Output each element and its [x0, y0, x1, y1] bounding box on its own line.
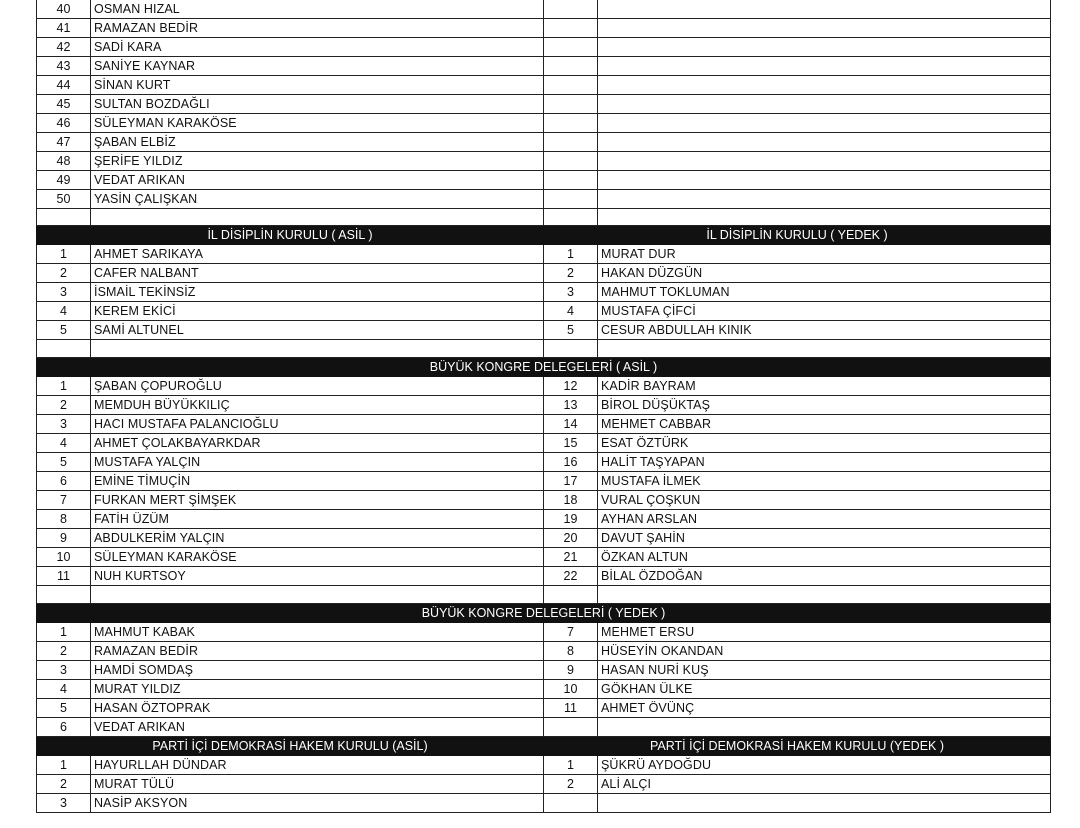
empty-cell: [598, 340, 1051, 358]
empty-cell: [598, 209, 1051, 226]
table-row: [37, 434, 1051, 453]
table-row: [37, 548, 1051, 567]
right-number: 8: [544, 642, 598, 661]
left-number: 7: [37, 491, 91, 510]
member-name: SÜLEYMAN KARAKÖSE: [91, 114, 544, 133]
left-number: 6: [37, 718, 91, 737]
left-name: CAFER NALBANT: [91, 264, 544, 283]
left-number: 3: [37, 415, 91, 434]
table-row: [37, 321, 1051, 340]
hakem-kurulu-header: [37, 737, 1051, 756]
right-name: VURAL ÇOŞKUN: [598, 491, 1051, 510]
member-name: SİNAN KURT: [91, 76, 544, 95]
left-name: HAMDİ SOMDAŞ: [91, 661, 544, 680]
empty-cell: [598, 171, 1051, 190]
right-name: [598, 794, 1051, 813]
member-name: VEDAT ARIKAN: [91, 171, 544, 190]
table-row: [37, 190, 1051, 209]
right-name: MEHMET ERSU: [598, 623, 1051, 642]
right-name: GÖKHAN ÜLKE: [598, 680, 1051, 699]
left-number: 2: [37, 775, 91, 794]
right-number: 21: [544, 548, 598, 567]
il-disiplin-header: [37, 226, 1051, 245]
empty-cell: [544, 76, 598, 95]
left-name: MURAT TÜLÜ: [91, 775, 544, 794]
left-number: 2: [37, 264, 91, 283]
right-name: CESUR ABDULLAH KINIK: [598, 321, 1051, 340]
right-name: MAHMUT TOKLUMAN: [598, 283, 1051, 302]
empty-cell: [91, 209, 544, 226]
right-name: MUSTAFA ÇİFCİ: [598, 302, 1051, 321]
left-number: 9: [37, 529, 91, 548]
section-title-right: İL DİSİPLİN KURULU ( YEDEK ): [544, 226, 1051, 245]
right-name: ESAT ÖZTÜRK: [598, 434, 1051, 453]
right-number: 16: [544, 453, 598, 472]
member-name: YASİN ÇALIŞKAN: [91, 190, 544, 209]
left-number: 4: [37, 434, 91, 453]
left-number: 6: [37, 472, 91, 491]
member-number: 49: [37, 171, 91, 190]
empty-cell: [37, 340, 91, 358]
section-title-left: İL DİSİPLİN KURULU ( ASİL ): [37, 226, 544, 245]
table-row: [37, 152, 1051, 171]
empty-cell: [598, 586, 1051, 604]
table-row: [37, 756, 1051, 775]
table-row: [37, 491, 1051, 510]
table-row: [37, 680, 1051, 699]
right-number: 19: [544, 510, 598, 529]
left-name: HAYURLLAH DÜNDAR: [91, 756, 544, 775]
section-title-left: PARTİ İÇİ DEMOKRASİ HAKEM KURULU (ASİL): [37, 737, 544, 756]
empty-cell: [544, 340, 598, 358]
left-name: EMİNE TİMUÇİN: [91, 472, 544, 491]
empty-cell: [544, 171, 598, 190]
right-number: 1: [544, 756, 598, 775]
left-number: 1: [37, 623, 91, 642]
right-number: 12: [544, 377, 598, 396]
empty-cell: [598, 76, 1051, 95]
member-name: ŞERİFE YILDIZ: [91, 152, 544, 171]
left-number: 5: [37, 699, 91, 718]
member-number: 45: [37, 95, 91, 114]
right-name: HALİT TAŞYAPAN: [598, 453, 1051, 472]
empty-cell: [544, 209, 598, 226]
right-name: MURAT DUR: [598, 245, 1051, 264]
member-number: 50: [37, 190, 91, 209]
empty-cell: [544, 0, 598, 19]
member-name: ŞABAN ELBİZ: [91, 133, 544, 152]
table-row: [37, 38, 1051, 57]
empty-cell: [91, 586, 544, 604]
table-row: [37, 567, 1051, 586]
left-name: MURAT YILDIZ: [91, 680, 544, 699]
table-row: [37, 623, 1051, 642]
table-row: [37, 775, 1051, 794]
right-number: 1: [544, 245, 598, 264]
empty-cell: [544, 133, 598, 152]
empty-cell: [598, 38, 1051, 57]
right-number: 14: [544, 415, 598, 434]
left-name: FATİH ÜZÜM: [91, 510, 544, 529]
left-number: 1: [37, 756, 91, 775]
table-row: [37, 699, 1051, 718]
right-number: 4: [544, 302, 598, 321]
empty-cell: [544, 57, 598, 76]
left-name: HASAN ÖZTOPRAK: [91, 699, 544, 718]
empty-cell: [544, 586, 598, 604]
left-name: MEMDUH BÜYÜKKILIÇ: [91, 396, 544, 415]
left-number: 3: [37, 661, 91, 680]
empty-cell: [598, 19, 1051, 38]
left-name: VEDAT ARIKAN: [91, 718, 544, 737]
left-number: 8: [37, 510, 91, 529]
right-number: 13: [544, 396, 598, 415]
left-name: ŞABAN ÇOPUROĞLU: [91, 377, 544, 396]
left-name: MUSTAFA YALÇIN: [91, 453, 544, 472]
left-number: 5: [37, 321, 91, 340]
right-name: MEHMET CABBAR: [598, 415, 1051, 434]
table-row: [37, 264, 1051, 283]
blank-row: [37, 586, 1051, 604]
left-number: 4: [37, 302, 91, 321]
right-name: HAKAN DÜZGÜN: [598, 264, 1051, 283]
member-number: 43: [37, 57, 91, 76]
left-name: NUH KURTSOY: [91, 567, 544, 586]
left-number: 2: [37, 396, 91, 415]
empty-cell: [598, 133, 1051, 152]
empty-cell: [598, 152, 1051, 171]
table-body: [37, 0, 1051, 813]
delegate-table: [36, 0, 1051, 813]
empty-cell: [37, 209, 91, 226]
table-row: [37, 794, 1051, 813]
left-name: İSMAİL TEKİNSİZ: [91, 283, 544, 302]
left-name: HACI MUSTAFA PALANCIOĞLU: [91, 415, 544, 434]
member-number: 46: [37, 114, 91, 133]
table-row: [37, 95, 1051, 114]
right-number: 2: [544, 775, 598, 794]
table-row: [37, 661, 1051, 680]
left-number: 4: [37, 680, 91, 699]
member-number: 47: [37, 133, 91, 152]
section-title: BÜYÜK KONGRE DELEGELERİ ( YEDEK ): [37, 604, 1051, 623]
right-number: 11: [544, 699, 598, 718]
right-name: MUSTAFA İLMEK: [598, 472, 1051, 491]
right-number: 22: [544, 567, 598, 586]
right-name: ŞÜKRÜ AYDOĞDU: [598, 756, 1051, 775]
buyuk-kongre-yedek-header: [37, 604, 1051, 623]
table-row: [37, 19, 1051, 38]
table-row: [37, 283, 1051, 302]
table-row: [37, 453, 1051, 472]
right-name: ÖZKAN ALTUN: [598, 548, 1051, 567]
table-row: [37, 642, 1051, 661]
right-number: 7: [544, 623, 598, 642]
right-number: 5: [544, 321, 598, 340]
blank-row: [37, 209, 1051, 226]
right-number: 10: [544, 680, 598, 699]
member-number: 48: [37, 152, 91, 171]
right-number: 20: [544, 529, 598, 548]
left-number: 3: [37, 283, 91, 302]
empty-cell: [91, 340, 544, 358]
member-number: 42: [37, 38, 91, 57]
member-name: SADİ KARA: [91, 38, 544, 57]
member-name: RAMAZAN BEDİR: [91, 19, 544, 38]
left-name: ABDULKERİM YALÇIN: [91, 529, 544, 548]
section-title-right: PARTİ İÇİ DEMOKRASİ HAKEM KURULU (YEDEK ): [544, 737, 1051, 756]
table-row: [37, 510, 1051, 529]
empty-cell: [598, 190, 1051, 209]
blank-row: [37, 340, 1051, 358]
right-name: ALİ ALÇI: [598, 775, 1051, 794]
left-number: 1: [37, 377, 91, 396]
table-row: [37, 171, 1051, 190]
empty-cell: [544, 19, 598, 38]
empty-cell: [598, 114, 1051, 133]
right-number: 17: [544, 472, 598, 491]
empty-cell: [598, 57, 1051, 76]
right-number: 3: [544, 283, 598, 302]
member-name: SULTAN BOZDAĞLI: [91, 95, 544, 114]
table-row: [37, 529, 1051, 548]
empty-cell: [37, 586, 91, 604]
left-name: SAMİ ALTUNEL: [91, 321, 544, 340]
table-row: [37, 114, 1051, 133]
left-name: KEREM EKİCİ: [91, 302, 544, 321]
table-row: [37, 0, 1051, 19]
table-row: [37, 415, 1051, 434]
left-name: AHMET SARIKAYA: [91, 245, 544, 264]
right-name: KADİR BAYRAM: [598, 377, 1051, 396]
right-name: AYHAN ARSLAN: [598, 510, 1051, 529]
right-number: 9: [544, 661, 598, 680]
member-name: OSMAN HIZAL: [91, 0, 544, 19]
left-number: 11: [37, 567, 91, 586]
member-number: 41: [37, 19, 91, 38]
right-name: HÜSEYİN OKANDAN: [598, 642, 1051, 661]
empty-cell: [544, 152, 598, 171]
left-name: FURKAN MERT ŞİMŞEK: [91, 491, 544, 510]
table-row: [37, 377, 1051, 396]
empty-cell: [544, 114, 598, 133]
right-name: AHMET ÖVÜNÇ: [598, 699, 1051, 718]
right-number: [544, 718, 598, 737]
member-name: SANİYE KAYNAR: [91, 57, 544, 76]
table-row: [37, 245, 1051, 264]
section-title: BÜYÜK KONGRE DELEGELERİ ( ASİL ): [37, 358, 1051, 377]
table-row: [37, 57, 1051, 76]
table-row: [37, 302, 1051, 321]
right-name: BİROL DÜŞÜKTAŞ: [598, 396, 1051, 415]
empty-cell: [544, 38, 598, 57]
table-row: [37, 76, 1051, 95]
right-number: 2: [544, 264, 598, 283]
empty-cell: [544, 190, 598, 209]
right-name: [598, 718, 1051, 737]
left-name: AHMET ÇOLAKBAYARKDAR: [91, 434, 544, 453]
empty-cell: [598, 0, 1051, 19]
empty-cell: [544, 95, 598, 114]
left-name: MAHMUT KABAK: [91, 623, 544, 642]
table-row: [37, 396, 1051, 415]
buyuk-kongre-asil-header: [37, 358, 1051, 377]
right-number: 18: [544, 491, 598, 510]
table-row: [37, 718, 1051, 737]
left-number: 1: [37, 245, 91, 264]
empty-cell: [598, 95, 1051, 114]
right-name: BİLAL ÖZDOĞAN: [598, 567, 1051, 586]
left-number: 10: [37, 548, 91, 567]
member-number: 44: [37, 76, 91, 95]
delegate-list-sheet: [36, 0, 1050, 813]
member-number: 40: [37, 0, 91, 19]
left-number: 2: [37, 642, 91, 661]
right-number: 15: [544, 434, 598, 453]
right-name: HASAN NURİ KUŞ: [598, 661, 1051, 680]
left-name: NASİP AKSYON: [91, 794, 544, 813]
right-name: DAVUT ŞAHİN: [598, 529, 1051, 548]
left-name: SÜLEYMAN KARAKÖSE: [91, 548, 544, 567]
table-row: [37, 472, 1051, 491]
left-name: RAMAZAN BEDİR: [91, 642, 544, 661]
table-row: [37, 133, 1051, 152]
right-number: [544, 794, 598, 813]
left-number: 3: [37, 794, 91, 813]
left-number: 5: [37, 453, 91, 472]
